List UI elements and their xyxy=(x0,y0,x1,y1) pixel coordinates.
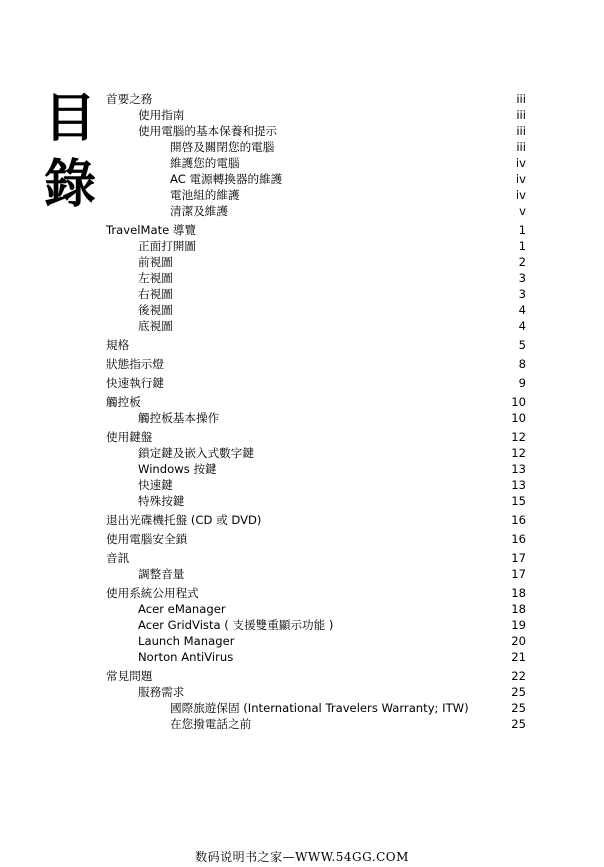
toc-entry[interactable] xyxy=(106,254,526,270)
toc-entry-page: 16 xyxy=(511,513,526,527)
toc-entry[interactable] xyxy=(106,601,526,617)
toc-entry[interactable] xyxy=(106,222,526,238)
toc-entry-page: iii xyxy=(516,108,526,122)
toc-entry-title: 使用電腦的基本保養和提示 xyxy=(138,124,278,138)
toc-entry-title: 在您撥電話之前 xyxy=(170,717,252,731)
toc-heading-char-2: 錄 xyxy=(43,155,96,215)
toc-entry[interactable] xyxy=(106,171,526,187)
toc-entry-title: 底視圖 xyxy=(138,319,173,333)
toc-entry-title: 首要之務 xyxy=(106,92,153,106)
toc-entry[interactable] xyxy=(106,477,526,493)
toc-entry-page: 4 xyxy=(518,303,526,317)
toc-entry-page: v xyxy=(519,204,526,218)
toc-entry-title: 維護您的電腦 xyxy=(170,156,240,170)
toc-entry-title: 特殊按鍵 xyxy=(138,494,185,508)
toc-entry-title: 使用電腦安全鎖 xyxy=(106,532,188,546)
toc-entry[interactable] xyxy=(106,238,526,254)
toc-entry[interactable] xyxy=(106,107,526,123)
toc-entry-title: 音訊 xyxy=(106,551,130,565)
toc-entry-page: 8 xyxy=(518,357,526,371)
toc-entry-title: 電池組的維護 xyxy=(170,188,240,202)
toc-entry-title: 正面打開圖 xyxy=(138,239,196,253)
toc-entry-title: 後視圖 xyxy=(138,303,173,317)
toc-entry[interactable] xyxy=(106,410,526,426)
toc-entry[interactable] xyxy=(106,512,526,528)
toc-entry-title: 觸控板 xyxy=(106,395,141,409)
toc-entry-page: iv xyxy=(515,172,526,186)
toc-entry[interactable] xyxy=(106,461,526,477)
toc-entry-title: 使用鍵盤 xyxy=(106,430,153,444)
toc-entry-title: 國際旅遊保固 (International Travelers Warranty; ITW) xyxy=(170,701,469,715)
toc-entry-page: 25 xyxy=(511,701,526,715)
toc-entry[interactable] xyxy=(106,356,526,372)
toc-entry-page: 10 xyxy=(511,411,526,425)
toc-entry-title: AC 電源轉換器的維護 xyxy=(170,172,283,186)
toc-entry[interactable] xyxy=(106,429,526,445)
toc-entry-page: 5 xyxy=(518,338,526,352)
toc-entry[interactable] xyxy=(106,617,526,633)
toc-entry-title: Windows 按鍵 xyxy=(138,462,217,476)
toc-entry-title: 使用指南 xyxy=(138,108,185,122)
toc-entry[interactable] xyxy=(106,123,526,139)
toc-entry-page: 12 xyxy=(511,430,526,444)
toc-entry-title: 使用系統公用程式 xyxy=(106,586,199,600)
toc-entry-page: 3 xyxy=(518,271,526,285)
toc-entry-title: 快速鍵 xyxy=(138,478,173,492)
toc-entry[interactable] xyxy=(106,531,526,547)
toc-entry-page: 18 xyxy=(511,602,526,616)
toc-entry[interactable] xyxy=(106,585,526,601)
toc-entry[interactable] xyxy=(106,550,526,566)
toc-entry[interactable] xyxy=(106,633,526,649)
toc-entry-page: 17 xyxy=(511,551,526,565)
toc-entry[interactable] xyxy=(106,318,526,334)
toc-entry-page: 10 xyxy=(511,395,526,409)
toc-entry-title: Norton AntiVirus xyxy=(138,650,234,664)
toc-entry-page: iii xyxy=(516,92,526,106)
toc-entry-page: 19 xyxy=(511,618,526,632)
toc-entry[interactable] xyxy=(106,684,526,700)
toc-entry-title: 狀態指示燈 xyxy=(106,357,164,371)
toc-heading xyxy=(40,86,100,218)
toc-entry-page: 4 xyxy=(518,319,526,333)
toc-heading-char-1: 目 xyxy=(43,89,96,149)
toc-entry-page: 20 xyxy=(511,634,526,648)
toc-entry-page: 1 xyxy=(518,239,526,253)
toc-entry-title: 左視圖 xyxy=(138,271,173,285)
toc-entry[interactable] xyxy=(106,668,526,684)
toc-entry-page: 21 xyxy=(511,650,526,664)
toc-entry[interactable] xyxy=(106,187,526,203)
toc-entry-title: 服務需求 xyxy=(138,685,185,699)
toc-entry-page: 13 xyxy=(511,478,526,492)
toc-entry-title: 開啓及關閉您的電腦 xyxy=(170,140,275,154)
toc-entry-page: 18 xyxy=(511,586,526,600)
toc-entry-title: 清潔及維護 xyxy=(170,204,228,218)
toc-entry[interactable] xyxy=(106,445,526,461)
toc-entry[interactable] xyxy=(106,286,526,302)
toc-entry-title: 觸控板基本操作 xyxy=(138,411,220,425)
toc-entry-page: iii xyxy=(516,140,526,154)
toc-entry-title: Launch Manager xyxy=(138,634,235,648)
toc-entry[interactable] xyxy=(106,155,526,171)
toc-entry-page: 3 xyxy=(518,287,526,301)
toc-entry[interactable] xyxy=(106,302,526,318)
toc-entry-title: 右視圖 xyxy=(138,287,173,301)
toc-entry[interactable] xyxy=(106,203,526,219)
toc-entry[interactable] xyxy=(106,139,526,155)
toc-entry-page: 9 xyxy=(518,376,526,390)
toc-entry[interactable] xyxy=(106,493,526,509)
toc-entry[interactable] xyxy=(106,649,526,665)
toc-entry-page: 22 xyxy=(511,669,526,683)
toc-entry-page: 2 xyxy=(518,255,526,269)
toc-entry-title: 調整音量 xyxy=(138,567,185,581)
toc-entry[interactable] xyxy=(106,394,526,410)
toc-entry-page: 17 xyxy=(511,567,526,581)
toc-entry-title: 規格 xyxy=(106,338,130,352)
toc-entry-page: 12 xyxy=(511,446,526,460)
toc-entry-page: 16 xyxy=(511,532,526,546)
toc-entry-title: TravelMate 導覽 xyxy=(106,223,197,237)
toc-entry-title: Acer eManager xyxy=(138,602,226,616)
table-of-contents xyxy=(106,91,526,732)
toc-entry-title: 常見問題 xyxy=(106,669,153,683)
toc-entry[interactable] xyxy=(106,566,526,582)
toc-entry[interactable] xyxy=(106,91,526,107)
toc-entry-title: 退出光碟機托盤 (CD 或 DVD) xyxy=(106,513,262,527)
toc-entry-title: 快速執行鍵 xyxy=(106,376,164,390)
toc-entry[interactable] xyxy=(106,337,526,353)
toc-entry-page: iv xyxy=(515,156,526,170)
toc-entry-page: 15 xyxy=(511,494,526,508)
toc-entry-page: 1 xyxy=(518,223,526,237)
page-footer: 数码说明书之家—WWW.54GG.COM xyxy=(195,850,409,864)
toc-entry-page: 25 xyxy=(511,717,526,731)
toc-entry[interactable] xyxy=(106,716,526,732)
toc-entry-title: 前視圖 xyxy=(138,255,173,269)
toc-entry[interactable] xyxy=(106,270,526,286)
toc-entry-page: 25 xyxy=(511,685,526,699)
toc-entry[interactable] xyxy=(106,375,526,391)
toc-entry-title: 鎖定鍵及嵌入式數字鍵 xyxy=(138,446,254,460)
toc-entry-page: iii xyxy=(516,124,526,138)
toc-entry-title: Acer GridVista ( 支援雙重顯示功能 ) xyxy=(138,618,334,632)
toc-entry-page: 13 xyxy=(511,462,526,476)
toc-entry-page: iv xyxy=(515,188,526,202)
toc-entry[interactable] xyxy=(106,700,526,716)
